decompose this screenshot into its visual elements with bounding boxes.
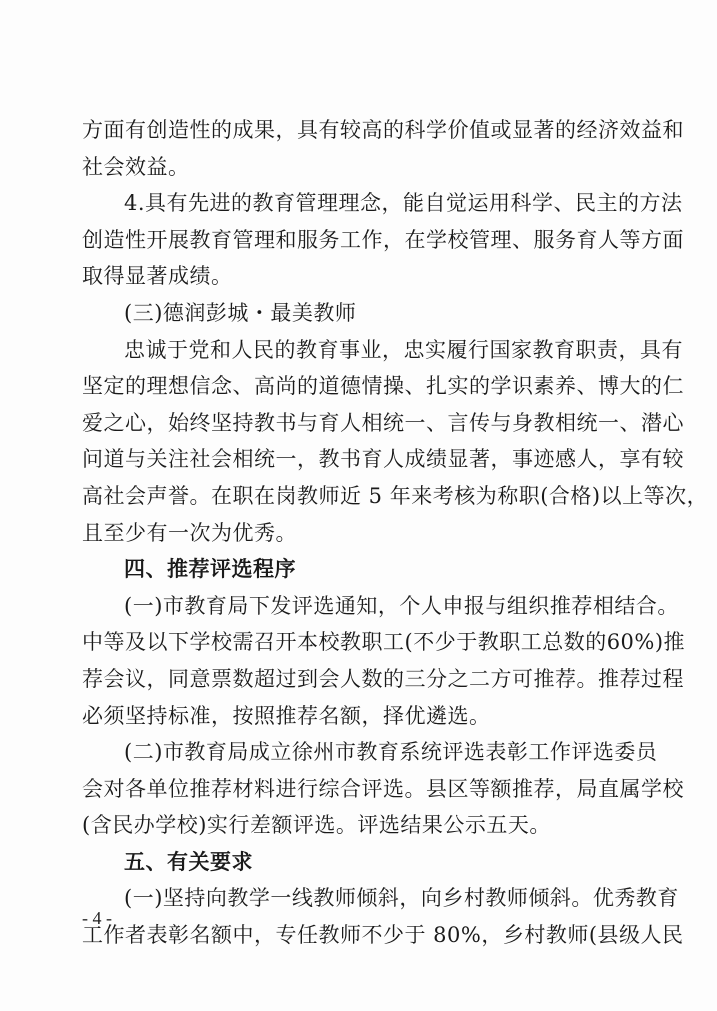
section-heading: 五、有关要求 <box>124 849 253 874</box>
text-line: (一)市教育局下发评选通知，个人申报与组织推荐相结合。 <box>124 593 679 618</box>
document-body <box>82 112 709 954</box>
text-line: 工作者表彰名额中，专任教师不少于 80%，乡村教师(县级人民 <box>82 923 684 948</box>
text-line: 荐会议，同意票数超过到会人数的三分之二方可推荐。推荐过程 <box>82 666 684 691</box>
text-line: (一)坚持向教学一线教师倾斜，向乡村教师倾斜。优秀教育 <box>124 886 679 911</box>
text-line: 中等及以下学校需召开本校教职工(不少于教职工总数的60%)推 <box>82 630 686 655</box>
text-line: 爱之心，始终坚持教书与育人相统一、言传与身教相统一、潜心 <box>82 410 684 435</box>
text-line: 取得显著成绩。 <box>82 264 233 289</box>
text-line: (二)市教育局成立徐州市教育系统评选表彰工作评选委员 <box>124 740 658 765</box>
section-heading: 四、推荐评选程序 <box>124 557 296 582</box>
text-line: 且至少有一次为优秀。 <box>82 520 297 545</box>
text-line: 方面有创造性的成果，具有较高的科学价值或显著的经济效益和 <box>82 118 684 142</box>
text-line: (含民办学校)实行差额评选。评选结果公示五天。 <box>82 813 551 838</box>
text-line: 忠诚于党和人民的教育事业，忠实履行国家教育职责，具有 <box>124 337 683 362</box>
page-number: - 4 - <box>82 908 112 928</box>
text-line: 高社会声誉。在职在岗教师近 5 年来考核为称职(合格)以上等次， <box>82 483 709 508</box>
text-line: 问道与关注社会相统一，教书育人成绩显著，事迹感人，享有较 <box>82 447 684 472</box>
text-line: (三)德润彭城・最美教师 <box>124 300 357 325</box>
text-line: 会对各单位推荐材料进行综合评选。县区等额推荐，局直属学校 <box>82 776 684 801</box>
text-line: 社会效益。 <box>82 154 190 179</box>
text-line: 必须坚持标准，按照推荐名额，择优遴选。 <box>82 703 491 728</box>
text-line: 坚定的理想信念、高尚的道德情操、扎实的学识素养、博大的仁 <box>82 374 684 399</box>
text-line: 4.具有先进的教育管理理念，能自觉运用科学、民主的方法 <box>124 191 683 216</box>
text-line: 创造性开展教育管理和服务工作，在学校管理、服务育人等方面 <box>82 227 684 252</box>
